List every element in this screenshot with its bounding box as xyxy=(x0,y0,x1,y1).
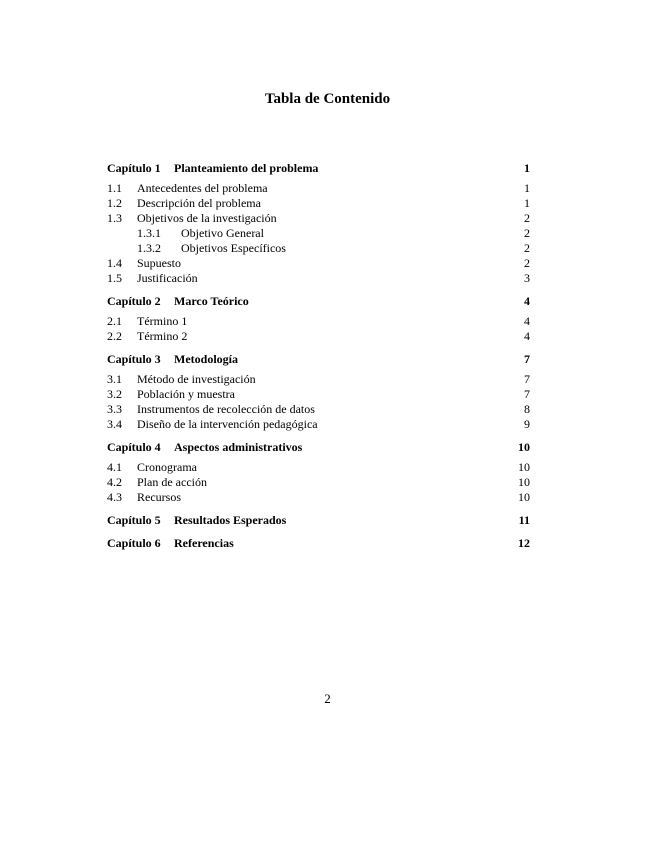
toc-section-entry-label: Población y muestra xyxy=(137,387,235,401)
toc-subsection-entry-number: 1.3.2 xyxy=(137,241,161,255)
toc-section-entry-page: 2 xyxy=(524,256,530,270)
toc-section-entry[interactable] xyxy=(107,417,530,432)
toc-chapter-entry-page: 10 xyxy=(518,440,530,454)
toc-section-entry[interactable] xyxy=(107,460,530,475)
toc-section-entry-page: 2 xyxy=(524,211,530,225)
toc-subsection-entry-page: 2 xyxy=(524,241,530,255)
toc-section-entry-page: 9 xyxy=(524,417,530,431)
toc-section-entry-number: 4.3 xyxy=(107,490,122,504)
toc-chapter-entry-label: Aspectos administrativos xyxy=(174,440,303,454)
toc-section-entry-number: 1.5 xyxy=(107,271,122,285)
toc-section-entry-page: 4 xyxy=(524,314,530,328)
toc-section-entry-page: 10 xyxy=(518,490,530,504)
toc-section-entry-number: 3.1 xyxy=(107,372,122,386)
toc-section-entry[interactable] xyxy=(107,475,530,490)
toc-section-entry[interactable] xyxy=(107,387,530,402)
toc-chapter-entry[interactable] xyxy=(107,293,530,309)
toc-section-entry-number: 4.2 xyxy=(107,475,122,489)
toc-section-entry-label: Antecedentes del problema xyxy=(137,181,268,195)
toc-chapter-entry[interactable] xyxy=(107,439,530,455)
toc-section-entry-label: Método de investigación xyxy=(137,372,256,386)
page-number: 2 xyxy=(324,691,331,706)
toc-chapter-entry-page: 1 xyxy=(524,161,530,175)
toc-section-entry-page: 3 xyxy=(524,271,530,285)
toc-chapter-entry-number: Capítulo 4 xyxy=(107,440,161,454)
toc-section-entry-page: 7 xyxy=(524,387,530,401)
toc-section-entry-page: 7 xyxy=(524,372,530,386)
toc-section-entry[interactable] xyxy=(107,196,530,211)
toc-subsection-entry[interactable] xyxy=(107,241,530,256)
toc-chapter-entry-page: 4 xyxy=(524,294,530,308)
toc-section-entry-page: 4 xyxy=(524,329,530,343)
toc-chapter-entry-number: Capítulo 6 xyxy=(107,536,161,550)
toc-section-entry[interactable] xyxy=(107,256,530,271)
toc-title: Tabla de Contenido xyxy=(264,91,391,107)
toc-section-entry-page: 8 xyxy=(524,402,530,416)
toc-section-entry-number: 3.2 xyxy=(107,387,122,401)
toc-section-entry-number: 3.3 xyxy=(107,402,122,416)
toc-subsection-entry[interactable] xyxy=(107,226,530,241)
toc-section-entry-label: Diseño de la intervención pedagógica xyxy=(137,417,318,431)
toc-chapter-entry[interactable] xyxy=(107,351,530,367)
toc-section-entry[interactable] xyxy=(107,314,530,329)
toc-section-entry-label: Instrumentos de recolección de datos xyxy=(137,402,315,416)
toc-subsection-entry-label: Objetivo General xyxy=(181,226,264,240)
toc-chapter-entry-label: Metodología xyxy=(174,352,238,366)
toc-chapter-entry[interactable] xyxy=(107,535,530,551)
toc-section-entry[interactable] xyxy=(107,402,530,417)
toc-section-entry[interactable] xyxy=(107,211,530,226)
toc-section-entry-label: Término 2 xyxy=(137,329,188,343)
toc-section-entry-number: 1.4 xyxy=(107,256,122,270)
toc-section-entry[interactable] xyxy=(107,490,530,505)
toc-chapter-entry-number: Capítulo 5 xyxy=(107,513,161,527)
toc-chapter-entry-page: 11 xyxy=(518,513,530,527)
toc-section-entry-number: 1.1 xyxy=(107,181,122,195)
toc-section-entry-label: Supuesto xyxy=(137,256,182,270)
toc-section-entry-label: Justificación xyxy=(137,271,198,285)
toc-chapter-entry-number: Capítulo 1 xyxy=(107,161,161,175)
toc-section-entry[interactable] xyxy=(107,271,530,286)
toc-section-entry-number: 3.4 xyxy=(107,417,122,431)
toc-section-entry[interactable] xyxy=(107,329,530,344)
toc-chapter-entry[interactable] xyxy=(107,512,530,528)
toc-section-entry-page: 10 xyxy=(518,475,530,489)
table-of-contents xyxy=(107,160,530,556)
toc-section-entry-page: 10 xyxy=(518,460,530,474)
toc-subsection-entry-label: Objetivos Específicos xyxy=(181,241,286,255)
toc-chapter-entry[interactable] xyxy=(107,160,530,176)
toc-section-entry-page: 1 xyxy=(524,181,530,195)
toc-section-entry-label: Recursos xyxy=(137,490,181,504)
toc-chapter-entry-page: 7 xyxy=(524,352,530,366)
toc-section-entry-label: Descripción del problema xyxy=(137,196,261,210)
toc-section-entry-number: 2.2 xyxy=(107,329,122,343)
toc-section-entry-label: Objetivos de la investigación xyxy=(137,211,277,225)
toc-section-entry-number: 1.2 xyxy=(107,196,122,210)
toc-chapter-entry-label: Marco Teórico xyxy=(174,294,249,308)
toc-chapter-entry-label: Resultados Esperados xyxy=(174,513,287,527)
toc-chapter-entry-page: 12 xyxy=(518,536,530,550)
toc-section-entry-number: 1.3 xyxy=(107,211,122,225)
toc-section-entry[interactable] xyxy=(107,181,530,196)
toc-subsection-entry-number: 1.3.1 xyxy=(137,226,161,240)
toc-chapter-entry-label: Planteamiento del problema xyxy=(174,161,319,175)
toc-section-entry-number: 4.1 xyxy=(107,460,122,474)
toc-section-entry-page: 1 xyxy=(524,196,530,210)
toc-section-entry[interactable] xyxy=(107,372,530,387)
toc-section-entry-number: 2.1 xyxy=(107,314,122,328)
toc-section-entry-label: Cronograma xyxy=(137,460,197,474)
toc-chapter-entry-number: Capítulo 3 xyxy=(107,352,161,366)
toc-section-entry-label: Término 1 xyxy=(137,314,188,328)
toc-chapter-entry-number: Capítulo 2 xyxy=(107,294,161,308)
toc-chapter-entry-label: Referencias xyxy=(174,536,234,550)
toc-subsection-entry-page: 2 xyxy=(524,226,530,240)
toc-section-entry-label: Plan de acción xyxy=(137,475,207,489)
